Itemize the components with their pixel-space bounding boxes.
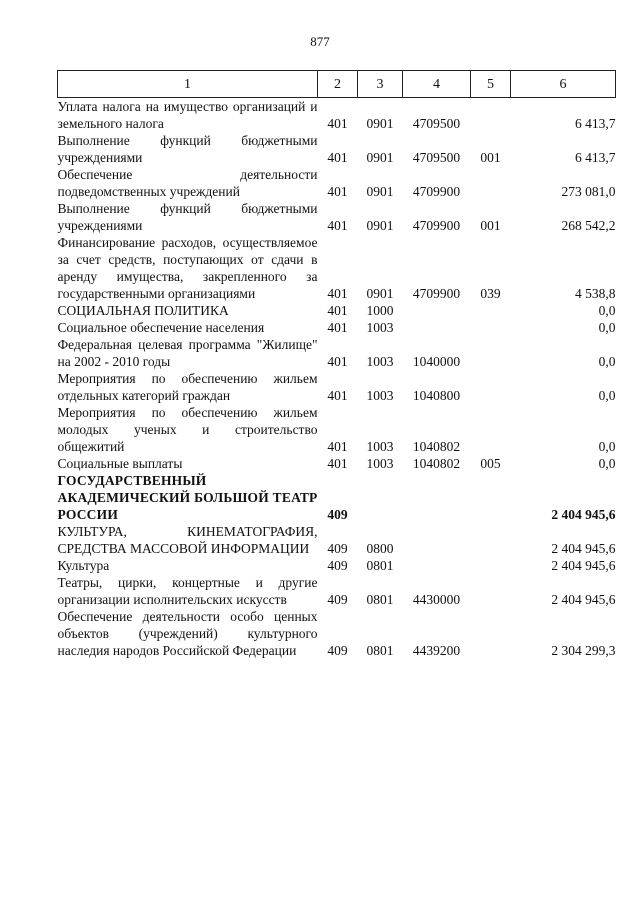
column-header: 5 [471,71,511,98]
row-code-cell: 001 [480,218,501,233]
row-name-cell: Социальное обеспечение населения [57,320,265,335]
row-code-cell: 401 [327,439,348,454]
row-name-cell: ГОСУДАРСТВЕННЫЙ АКАДЕМИЧЕСКИЙ БОЛЬШОЙ ТЕАТР РОССИИ [57,473,318,522]
row-code-cell [403,319,471,336]
table-row [58,404,616,455]
row-code-cell: 4430000 [412,592,461,607]
row-amount-cell: 2 304 299,3 [551,643,616,658]
row-name-cell: Выполнение функций бюджетными учреждениями [57,133,318,165]
table-row [58,166,616,200]
row-code-cell: 409 [327,592,348,607]
row-amount-cell: 0,0 [598,456,616,471]
row-code-cell: 1040000 [412,354,461,369]
row-code-cell: 1003 [366,388,394,403]
column-header: 2 [318,71,358,98]
row-amount-cell: 2 404 945,6 [551,558,616,573]
row-code-cell [403,472,471,523]
row-code-cell [471,523,511,557]
table-row [58,319,616,336]
table-row [58,132,616,166]
budget-table [57,70,616,659]
row-code-cell: 1003 [366,320,394,335]
row-code-cell: 1003 [366,456,394,471]
row-amount-cell: 6 413,7 [575,150,616,165]
row-name-cell: СОЦИАЛЬНАЯ ПОЛИТИКА [57,303,229,318]
table-row [58,370,616,404]
row-code-cell: 005 [480,456,501,471]
table-body [58,98,616,660]
row-code-cell: 0901 [366,150,394,165]
column-header: 4 [403,71,471,98]
column-header: 6 [511,71,616,98]
table-row [58,472,616,523]
row-amount-cell: 4 538,8 [575,286,616,301]
row-code-cell [471,404,511,455]
table-row [58,608,616,659]
row-amount-cell: 2 404 945,6 [551,541,616,556]
table-row [58,234,616,302]
row-code-cell: 409 [327,507,348,522]
row-code-cell: 401 [327,456,348,471]
row-code-cell: 401 [327,184,348,199]
table-row [58,455,616,472]
row-code-cell: 1040802 [412,439,461,454]
column-header: 3 [358,71,403,98]
row-code-cell: 001 [480,150,501,165]
row-amount-cell: 0,0 [598,303,616,318]
row-amount-cell: 2 404 945,6 [551,592,616,607]
row-amount-cell: 0,0 [598,320,616,335]
row-code-cell: 039 [480,286,501,301]
row-name-cell: Мероприятия по обеспечению жильем отдельных категорий граждан [57,371,318,403]
row-code-cell: 0801 [366,643,394,658]
row-code-cell: 4709900 [412,286,461,301]
row-code-cell [403,557,471,574]
row-code-cell [403,523,471,557]
row-name-cell: Финансирование расходов, осуществляемое за счет средств, поступающих от сдачи в аренду имущества, закрепленного за государственными организациями [57,235,318,301]
row-code-cell: 1003 [366,439,394,454]
row-code-cell [403,302,471,319]
row-code-cell: 4439200 [412,643,461,658]
row-code-cell: 401 [327,218,348,233]
table-row [58,200,616,234]
row-code-cell: 1040800 [412,388,461,403]
row-code-cell: 0901 [366,116,394,131]
row-amount-cell: 0,0 [598,439,616,454]
row-code-cell: 4709900 [412,218,461,233]
table-row [58,557,616,574]
row-code-cell: 401 [327,320,348,335]
row-code-cell: 401 [327,116,348,131]
row-code-cell [358,472,403,523]
row-code-cell: 409 [327,541,348,556]
row-code-cell: 4709900 [412,184,461,199]
row-amount-cell: 273 081,0 [561,184,616,199]
table-row [58,336,616,370]
row-amount-cell: 0,0 [598,388,616,403]
row-code-cell [471,557,511,574]
row-name-cell: Обеспечение деятельности особо ценных объектов (учреждений) культурного наследия народов Российской Федерации [57,609,318,658]
row-amount-cell: 2 404 945,6 [551,507,616,522]
row-code-cell: 1040802 [412,456,461,471]
row-code-cell: 0801 [366,592,394,607]
row-name-cell: КУЛЬТУРА, КИНЕМАТОГРАФИЯ, СРЕДСТВА МАССОВОЙ ИНФОРМАЦИИ [57,524,318,556]
row-name-cell: Уплата налога на имущество организаций и земельного налога [57,99,318,131]
row-code-cell [471,472,511,523]
row-name-cell: Культура [57,558,110,573]
row-amount-cell: 268 542,2 [561,218,616,233]
table-row [58,302,616,319]
row-amount-cell: 6 413,7 [575,116,616,131]
table-row [58,98,616,133]
row-code-cell: 4709500 [412,116,461,131]
row-code-cell: 401 [327,388,348,403]
row-name-cell: Театры, цирки, концертные и другие организации исполнительских искусств [57,575,318,607]
row-code-cell: 1000 [366,303,394,318]
row-code-cell: 0901 [366,286,394,301]
row-code-cell: 401 [327,354,348,369]
row-code-cell: 0901 [366,184,394,199]
row-code-cell [471,370,511,404]
column-header: 1 [58,71,318,98]
row-code-cell [471,98,511,133]
row-code-cell: 401 [327,150,348,165]
row-code-cell [471,336,511,370]
row-code-cell [471,574,511,608]
row-code-cell: 401 [327,286,348,301]
row-code-cell [471,608,511,659]
row-name-cell: Обеспечение деятельности подведомственных учреждений [57,167,318,199]
row-code-cell [471,319,511,336]
row-name-cell: Мероприятия по обеспечению жильем молодых ученых и строительство общежитий [57,405,318,454]
row-code-cell: 0901 [366,218,394,233]
row-code-cell: 0800 [366,541,394,556]
row-code-cell: 1003 [366,354,394,369]
row-code-cell: 401 [327,303,348,318]
page-number: 877 [310,34,330,49]
table-header-row [58,71,616,98]
row-amount-cell: 0,0 [598,354,616,369]
row-code-cell [471,302,511,319]
row-code-cell: 0801 [366,558,394,573]
row-name-cell: Социальные выплаты [57,456,183,471]
row-code-cell: 409 [327,558,348,573]
row-name-cell: Федеральная целевая программа "Жилище" на 2002 - 2010 годы [57,337,318,369]
row-code-cell: 4709500 [412,150,461,165]
row-code-cell [471,166,511,200]
table-row [58,574,616,608]
row-code-cell: 409 [327,643,348,658]
table-row [58,523,616,557]
row-name-cell: Выполнение функций бюджетными учреждениями [57,201,318,233]
